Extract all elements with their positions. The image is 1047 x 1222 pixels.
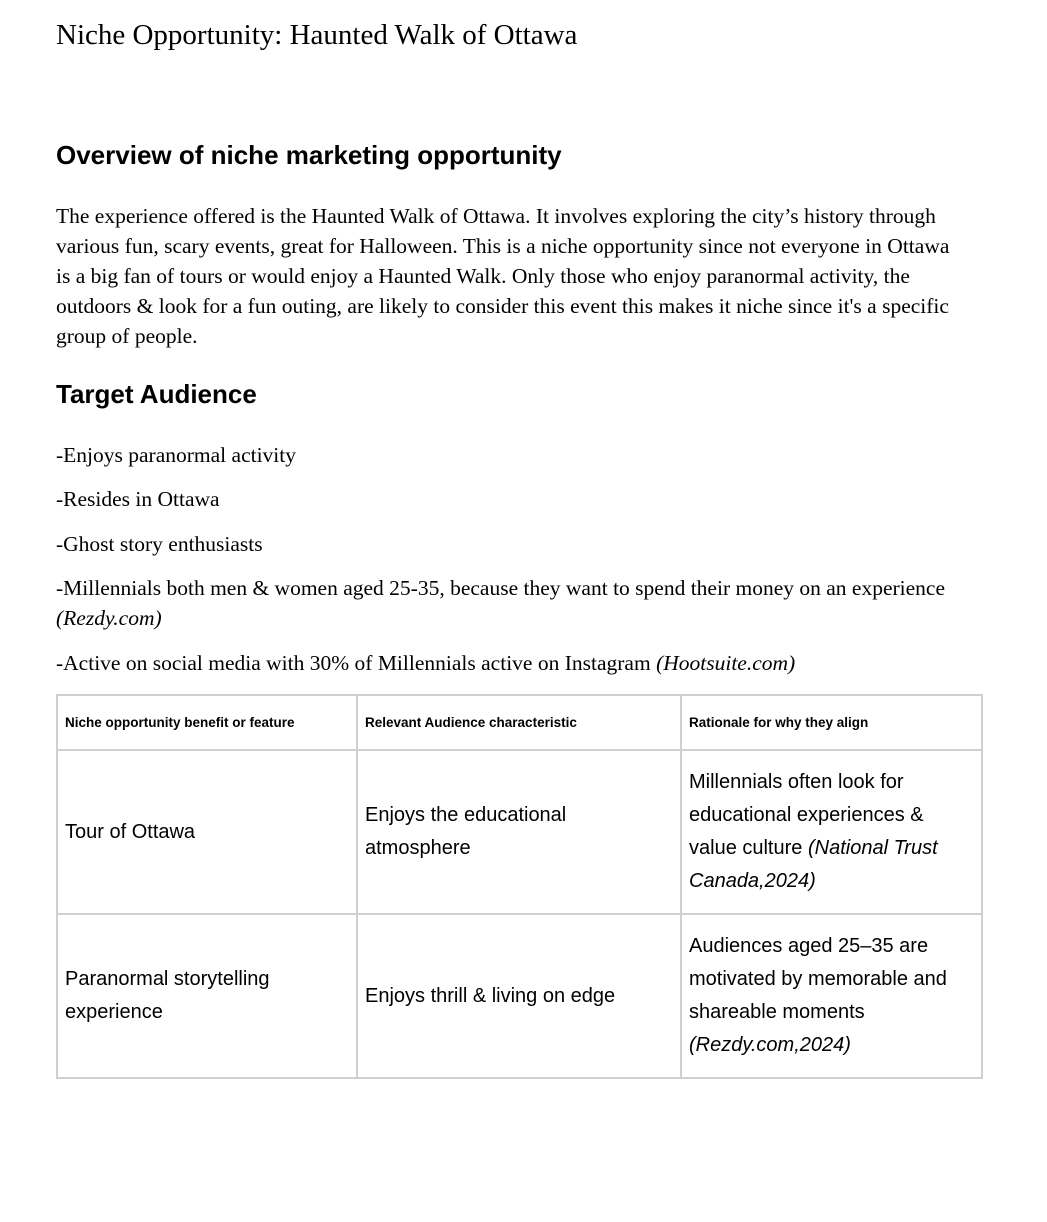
overview-paragraph: The experience offered is the Haunted Walk of Ottawa. It involves exploring the city’s history through various fun, scary events, great for Halloween. This is a niche opportunity since not everyone in Ottawa is a big fan of tours or would enjoy a Haunted Walk. Only those who enjoy paranormal activity, the outdoors & look for a fun outing, are likely to consider this event this makes it niche since it's a specific group of people. (56, 204, 950, 348)
characteristic-cell: Enjoys thrill & living on edge (357, 914, 681, 1078)
feature-cell: Tour of Ottawa (57, 750, 357, 914)
rationale-text: Audiences aged 25–35 are motivated by memorable and shareable moments (689, 935, 947, 1023)
audience-item (56, 573, 961, 633)
column-header-feature: Niche opportunity benefit or feature (57, 695, 357, 750)
audience-item (56, 440, 961, 470)
table-row (57, 750, 982, 914)
audience-item (56, 529, 961, 559)
audience-item-citation: (Hootsuite.com) (656, 651, 796, 675)
rationale-text: Millennials often look for educational experiences & value culture (689, 771, 924, 859)
table-header-row (57, 695, 982, 750)
rationale-cell (681, 914, 982, 1078)
column-header-rationale: Rationale for why they align (681, 695, 982, 750)
audience-item-text: -Millennials both men & women aged 25-35, because they want to spend their money on an experience (56, 576, 946, 600)
column-header-characteristic: Relevant Audience characteristic (357, 695, 681, 750)
audience-item-text: -Ghost story enthusiasts (56, 532, 263, 556)
feature-cell: Paranormal storytelling experience (57, 914, 357, 1078)
table-row (57, 914, 982, 1078)
audience-item-citation: (Rezdy.com) (56, 606, 162, 630)
rationale-cell (681, 750, 982, 914)
rationale-citation: (Rezdy.com,2024) (689, 1034, 851, 1056)
audience-item-text: -Active on social media with 30% of Millennials active on Instagram (56, 651, 657, 675)
target-audience-heading: Target Audience (56, 379, 257, 409)
audience-item-text: -Enjoys paranormal activity (56, 443, 297, 467)
rationale-citation: (National Trust Canada,2024) (689, 837, 938, 892)
audience-item (56, 648, 961, 678)
audience-item-text: -Resides in Ottawa (56, 487, 220, 511)
characteristic-cell: Enjoys the educational atmosphere (357, 750, 681, 914)
alignment-table (56, 694, 983, 1079)
overview-heading: Overview of niche marketing opportunity (56, 140, 562, 170)
document-title: Niche Opportunity: Haunted Walk of Ottawa (56, 19, 578, 51)
audience-item (56, 484, 961, 514)
